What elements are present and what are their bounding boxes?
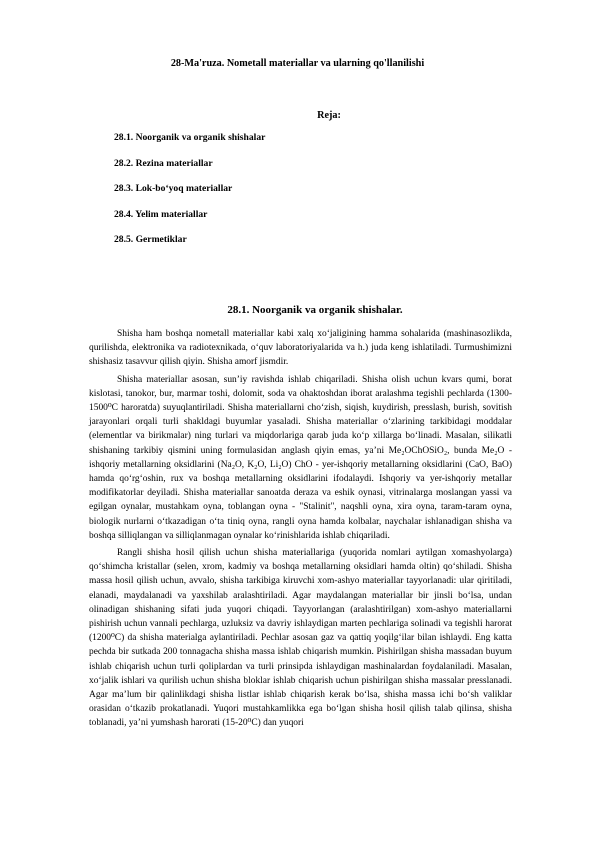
plan-heading: Reja: — [317, 110, 341, 121]
paragraph: Shisha ham boshqa nometall materiallar kabi xalq xo‘jaligining hamma sohalarida (mashinasozlikda, qurilishda, elektronika va radiotexnikada, o‘quv laboratoriyalarida va h.) juda keng ishlatiladi. Turmushimizni shishasiz tasavvur qilish qiyin. Shisha amorf jismdir. — [89, 329, 512, 368]
body-text — [89, 327, 512, 734]
lecture-title: 28-Ma'ruza. Nometall materiallar va ularning qo'llanilishi — [170, 58, 425, 69]
plan-list — [114, 132, 265, 260]
plan-item: 28.4. Yelim materiallar — [114, 208, 208, 220]
section-heading: 28.1. Noorganik va organik shishalar. — [227, 304, 403, 316]
plan-item: 28.2. Rezina materiallar — [114, 157, 213, 169]
paragraph: Rangli shisha hosil qilish uchun shisha materiallariga (yuqorida nomlari aytilgan xomashyolarga) qo‘shimcha kristallar (selen, xrom, kadmiy va boshqa metallarning oksidlari hamda oltin) qo‘shiladi. Shisha massa hosil qilish uchun, avvalo, shisha tarkibiga kiruvchi xom-ashyo materiallar tayyorlanadi: ular qiritiladi, elanadi, maydalanadi va yaxshilab aralashtiriladi. Agar maydalangan materiallar bir jinsli bo‘lsa, undan olinadigan shishaning sifati juda yuqori chiqadi. Tayyorlangan (aralashtirilgan) xom-ashyo materiallarni pishirish uchun vannali pechlarga, uzluksiz va davriy ishlaydigan marten pechlariga solinadi va tegishli harorat (1200⁰C) da shisha materialga aylantiriladi. Pechlar asosan gaz va qattiq yoqilg‘ilar bilan ishlaydi. Eng katta pechda bir sutkada 200 tonnagacha shisha massa ishlab chiqarish mumkin. Pishirilgan shisha massadan buyum ishlab chiqarish uchun turli qoliplardan va turli prinsipda ishlaydigan mashinalardan foydalaniladi. Masalan, xo‘jalik ishlari va qurilish uchun shisha bloklar ishlab chiqarish uchun pishirilgan shisha massalar presslanadi. Agar ma’lum bir qalinlikdagi shisha listlar ishlab chiqarish kerak bo‘lsa, shisha massa ichi bo‘sh valiklar orasidan o‘tkazib prokatlanadi. Yuqori mustahkamlikka ega bo‘lgan shisha hosil qilish talab qilinsa, shisha toblanadi, ya’ni yumshash harorati (15-20⁰C) dan yuqori — [89, 548, 512, 729]
paragraph: Shisha materiallar asosan, sun’iy ravishda ishlab chiqariladi. Shisha olish uchun kvars qumi, borat kislotasi, tanokor, bur, marmar toshi, dolomit, soda va ohaktoshdan iborat aralashma tegishli pechlarda (1300-1500⁰C haroratda) suyuqlantiriladi. Shisha materiallarni cho‘zish, siqish, kuydirish, presslash, burish, sovitish jarayonlari orqali turli shakldagi buyumlar yasaladi. Shisha materiallar o‘zlarining tarkibidagi moddalar (elementlar va birikmalar) ning turlari va miqdorlariga qarab juda ko‘p xillarga bo‘linadi. Masalan, silikatli shishaning tarkibiy qismini uning formulasidan anglash qiyin emas, ya’ni Me₂OChOSiO₂, bunda Me₂O - ishqoriy metallarning oksidlarini (Na₂O, K₂O, Li₂O) ChO - yer-ishqoriy metallarning oksidlarini (CaO, BaO) hamda qo‘rg‘oshin, rux va boshqa metallarning oksidlarini ifodalaydi. Ishqoriy va yer-ishqoriy metallar modifikatorlar deyiladi. Shisha materiallar sanoatda deraza va eshik oynasi, vitrinalarga moslangan yassi va egilgan oynalar, mustahkam oyna, toblangan oyna - "Stalinit", naqshli oyna, xira oyna, taram-taram oyna, biologik nurlarni o‘tkazadigan o‘ta tiniq oyna, rangli oyna hamda kolbalar, naychalar ishlanadigan shisha va boshqa silliqlangan va silliqlanmagan oynalar ko‘rinishlarida ishlab chiqariladi. — [89, 374, 512, 541]
plan-item: 28.1. Noorganik va organik shishalar — [114, 132, 266, 143]
plan-item: 28.3. Lok-bo‘yoq materiallar — [114, 183, 233, 194]
plan-item: 28.5. Germetiklar — [114, 234, 187, 245]
